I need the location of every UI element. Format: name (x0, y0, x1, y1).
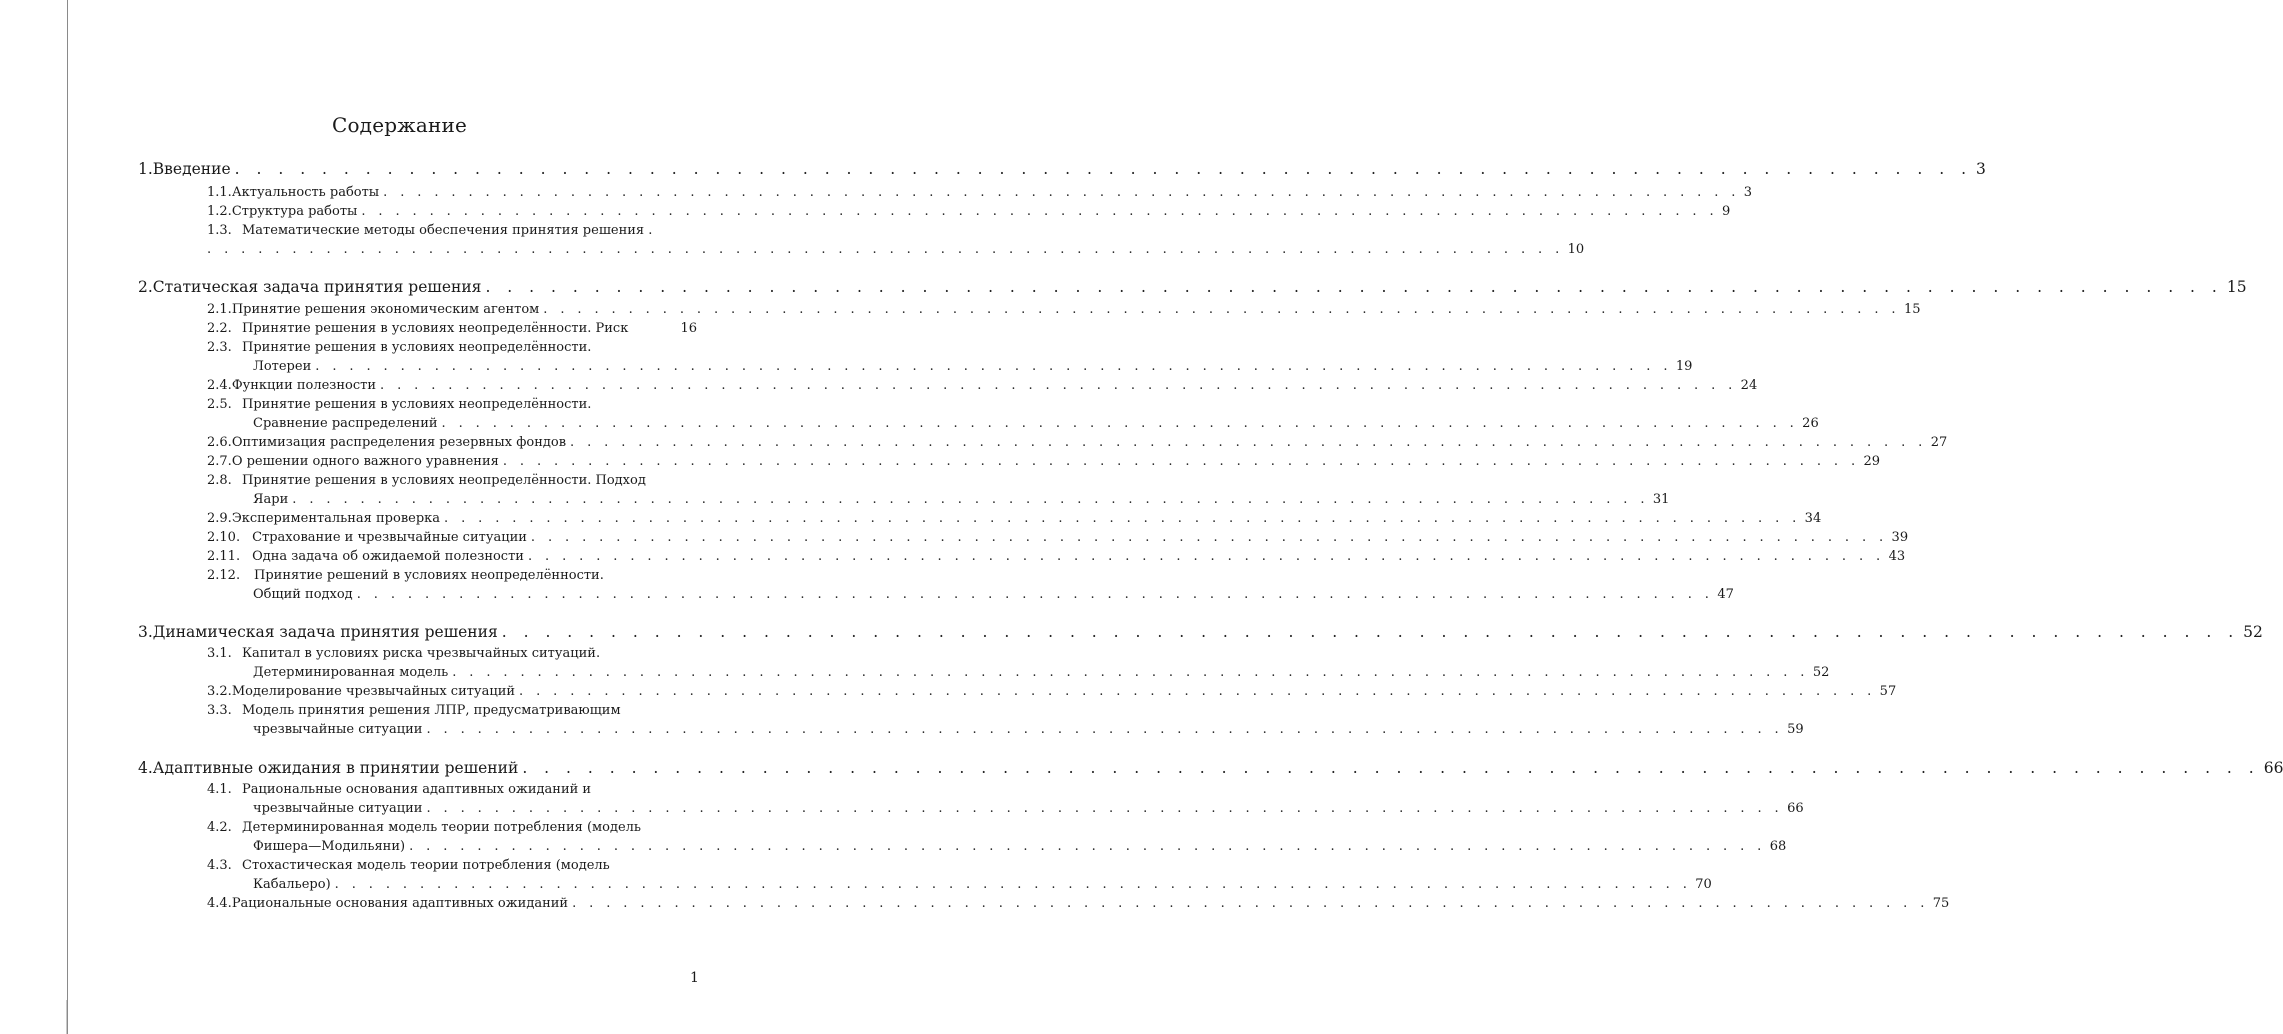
toc-section-1-3[interactable]: 1.3. Математические методы обеспечения принятия решения . (207, 223, 653, 238)
page-number: 52 (2243, 623, 2263, 641)
toc-section-3-2[interactable]: 3.2. Моделирование чрезвычайных ситуаций . . . . . . . . . . . . . . . . . . . . . . . . . . . . . . . . . . . . . . . . . . . . . . . . . . . . . . . . . . . . . . . . . . . . . . . . . . . . . . . . 57 (207, 684, 1897, 699)
page-number: 3 (1976, 160, 1986, 178)
toc-section-4-1[interactable]: 4.1. Рациональные основания адаптивных ожиданий и (207, 782, 592, 797)
toc-section-2-12-cont[interactable]: Общий подход . . . . . . . . . . . . . . . . . . . . . . . . . . . . . . . . . . . . . . . . . . . . . . . . . . . . . . . . . . . . . . . . . . . . . . . . . . . . . . . . 47 (253, 587, 1734, 602)
page-number: 31 (1652, 492, 1670, 507)
leader-dots: . . . . . . . . . . . . . . . . . . . . . . . . . . . . . . . . . . . . . . . . . . . . . . . . . . . . . . . . . . . . . . . . . . . . . . . . . . . . . . . . (543, 302, 1900, 317)
page-number: 27 (1930, 435, 1948, 450)
leader-dots: . . . . . . . . . . . . . . . . . . . . . . . . . . . . . . . . . . . . . . . . . . . . . . . . . . . . . . . . . . . . . . . . . . . . . . . . . . . . . . . . (361, 204, 1718, 219)
page-number: 43 (1888, 549, 1906, 564)
page-number: 15 (2226, 278, 2247, 296)
leader-dots: . . . . . . . . . . . . . . . . . . . . . . . . . . . . . . . . . . . . . . . . . . . . . . . . . . . . . . . . . . . . . . . . . . . . . . . . . . . . . . . . (292, 492, 1649, 507)
page-number: 75 (1932, 896, 1950, 911)
leader-dots: . . . . . . . . . . . . . . . . . . . . . . . . . . . . . . . . . . . . . . . . . . . . . . . . . . . . . . . . . . . . . . . . . . . . . . . . . . . . . . . . (426, 722, 1784, 737)
leader-dots: . . . . . . . . . . . . . . . . . . . . . . . . . . . . . . . . . . . . . . . . . . . . . . . . . . . . . . . . . . . . . . . . . . . . . . . . . . . . . . . . (501, 623, 2240, 641)
leader-dots: . . . . . . . . . . . . . . . . . . . . . . . . . . . . . . . . . . . . . . . . . . . . . . . . . . . . . . . . . . . . . . . . . . . . . . . . . . . . . . . . (409, 839, 1766, 854)
page-edge-mark (66, 1000, 67, 1034)
toc-section-2-7[interactable]: 2.7. О решении одного важного уравнения . . . . . . . . . . . . . . . . . . . . . . . . . . . . . . . . . . . . . . . . . . . . . . . . . . . . . . . . . . . . . . . . . . . . . . . . . . . . . . . . 29 (207, 454, 1881, 469)
leader-dots: . . . . . . . . . . . . . . . . . . . . . . . . . . . . . . . . . . . . . . . . . . . . . . . . . . . . . . . . . . . . . . . . . . . . . . . . . . . . . . . . (234, 160, 1973, 178)
leader-dots: . . . . . . . . . . . . . . . . . . . . . . . . . . . . . . . . . . . . . . . . . . . . . . . . . . . . . . . . . . . . . . . . . . . . . . . . . . . . . . . . (530, 530, 1888, 545)
toc-chapter-2[interactable]: 2. Статическая задача принятия решения . . . . . . . . . . . . . . . . . . . . . . . . . . . . . . . . . . . . . . . . . . . . . . . . . . . . . . . . . . . . . . . . . . . . . . . . . . . . . . . . 15 (138, 278, 2247, 296)
leader-dots: . . . . . . . . . . . . . . . . . . . . . . . . . . . . . . . . . . . . . . . . . . . . . . . . . . . . . . . . . . . . . . . . . . . . . . . . . . . . . . . . (426, 801, 1784, 816)
toc-section-2-2[interactable]: 2.2. Принятие решения в условиях неопределённости. Риск 16 (207, 321, 697, 336)
toc-section-2-5[interactable]: 2.5. Принятие решения в условиях неопределённости. (207, 397, 592, 412)
leader-dots: . . . . . . . . . . . . . . . . . . . . . . . . . . . . . . . . . . . . . . . . . . . . . . . . . . . . . . . . . . . . . . . . . . . . . . . . . . . . . . . . (356, 587, 1714, 602)
page-number: 19 (1675, 359, 1693, 374)
page-number: 15 (1903, 302, 1921, 317)
leader-dots: . . . . . . . . . . . . . . . . . . . . . . . . . . . . . . . . . . . . . . . . . . . . . . . . . . . . . . . . . . . . . . . . . . . . . . . . . . . . . . . . (334, 877, 1692, 892)
toc-section-3-3[interactable]: 3.3. Модель принятия решения ЛПР, предусматривающим (207, 703, 621, 718)
leader-dots: . . . . . . . . . . . . . . . . . . . . . . . . . . . . . . . . . . . . . . . . . . . . . . . . . . . . . . . . . . . . . . . . . . . . . . . . . . . . . . . . (441, 416, 1799, 431)
page-number: 66 (2263, 759, 2283, 777)
leader-dots: . . . . . . . . . . . . . . . . . . . . . . . . . . . . . . . . . . . . . . . . . . . . . . . . . . . . . . . . . . . . . . . . . . . . . . . . . . . . . . . . (444, 511, 1801, 526)
toc-section-2-3[interactable]: 2.3. Принятие решения в условиях неопределённости. (207, 340, 592, 355)
toc-section-1-2[interactable]: 1.2. Структура работы . . . . . . . . . . . . . . . . . . . . . . . . . . . . . . . . . . . . . . . . . . . . . . . . . . . . . . . . . . . . . . . . . . . . . . . . . . . . . . . . 9 (207, 204, 1731, 219)
page-number: 59 (1787, 722, 1804, 737)
page-number: 10 (1567, 242, 1585, 257)
leader-dots: . . . . . . . . . . . . . . . . . . . . . . . . . . . . . . . . . . . . . . . . . . . . . . . . . . . . . . . . . . . . . . . . . . . . . . . . . . . . . . . . (383, 185, 1740, 200)
leader-dots: . . . . . . . . . . . . . . . . . . . . . . . . . . . . . . . . . . . . . . . . . . . . . . . . . . . . . . . . . . . . . . . . . . . . . . . . . . . . . . . . (452, 665, 1809, 680)
leader-dots: . . . . . . . . . . . . . . . . . . . . . . . . . . . . . . . . . . . . . . . . . . . . . . . . . . . . . . . . . . . . . . . . . . . . . . . . . . . . . . . . (207, 242, 1564, 257)
toc-section-2-10[interactable]: 2.10. Страхование и чрезвычайные ситуации . . . . . . . . . . . . . . . . . . . . . . . . . . . . . . . . . . . . . . . . . . . . . . . . . . . . . . . . . . . . . . . . . . . . . . . . . . . . . . . . 39 (207, 530, 1909, 545)
toc-section-2-6[interactable]: 2.6. Оптимизация распределения резервных фондов . . . . . . . . . . . . . . . . . . . . . . . . . . . . . . . . . . . . . . . . . . . . . . . . . . . . . . . . . . . . . . . . . . . . . . . . . . . . . . . . 27 (207, 435, 1948, 450)
page-number: 9 (1722, 204, 1731, 219)
leader-dots: . . . . . . . . . . . . . . . . . . . . . . . . . . . . . . . . . . . . . . . . . . . . . . . . . . . . . . . . . . . . . . . . . . . . . . . . . . . . . . . . (315, 359, 1672, 374)
page-number: 68 (1769, 839, 1787, 854)
page-number: 26 (1802, 416, 1819, 431)
page-number: 24 (1740, 378, 1758, 393)
toc-section-4-2-cont[interactable]: Фишера—Модильяни) . . . . . . . . . . . . . . . . . . . . . . . . . . . . . . . . . . . . . . . . . . . . . . . . . . . . . . . . . . . . . . . . . . . . . . . . . . . . . . . . 68 (253, 839, 1787, 854)
toc-section-2-4[interactable]: 2.4. Функции полезности . . . . . . . . . . . . . . . . . . . . . . . . . . . . . . . . . . . . . . . . . . . . . . . . . . . . . . . . . . . . . . . . . . . . . . . . . . . . . . . . 24 (207, 378, 1758, 393)
leader-dots: . . . . . . . . . . . . . . . . . . . . . . . . . . . . . . . . . . . . . . . . . . . . . . . . . . . . . . . . . . . . . . . . . . . . . . . . . . . . . . . . (527, 549, 1885, 564)
leader-dots: . . . . . . . . . . . . . . . . . . . . . . . . . . . . . . . . . . . . . . . . . . . . . . . . . . . . . . . . . . . . . . . . . . . . . . . . . . . . . . . . (380, 378, 1737, 393)
page-number: 70 (1695, 877, 1712, 892)
page-left-edge (67, 0, 68, 1034)
page-number: 47 (1717, 587, 1734, 602)
page-number: 3 (1743, 185, 1753, 200)
toc-section-3-3-cont[interactable]: чрезвычайные ситуации . . . . . . . . . . . . . . . . . . . . . . . . . . . . . . . . . . . . . . . . . . . . . . . . . . . . . . . . . . . . . . . . . . . . . . . . . . . . . . . . 59 (253, 722, 1804, 737)
toc-section-2-8[interactable]: 2.8. Принятие решения в условиях неопределённости. Подход (207, 473, 646, 488)
toc-section-2-11[interactable]: 2.11. Одна задача об ожидаемой полезности . . . . . . . . . . . . . . . . . . . . . . . . . . . . . . . . . . . . . . . . . . . . . . . . . . . . . . . . . . . . . . . . . . . . . . . . . . . . . . . . 43 (207, 549, 1906, 564)
leader-dots: . . . . . . . . . . . . . . . . . . . . . . . . . . . . . . . . . . . . . . . . . . . . . . . . . . . . . . . . . . . . . . . . . . . . . . . . . . . . . . . . (572, 896, 1929, 911)
toc-chapter-4[interactable]: 4. Адаптивные ожидания в принятии решений . . . . . . . . . . . . . . . . . . . . . . . . . . . . . . . . . . . . . . . . . . . . . . . . . . . . . . . . . . . . . . . . . . . . . . . . . . . . . . . . 66 (138, 759, 2283, 777)
toc-section-4-3-cont[interactable]: Кабальеро) . . . . . . . . . . . . . . . . . . . . . . . . . . . . . . . . . . . . . . . . . . . . . . . . . . . . . . . . . . . . . . . . . . . . . . . . . . . . . . . . 70 (253, 877, 1712, 892)
folio-page-number: 1 (690, 970, 699, 986)
toc-section-2-1[interactable]: 2.1. Принятие решения экономическим агентом . . . . . . . . . . . . . . . . . . . . . . . . . . . . . . . . . . . . . . . . . . . . . . . . . . . . . . . . . . . . . . . . . . . . . . . . . . . . . . . . 15 (207, 302, 1921, 317)
toc-section-4-1-cont[interactable]: чрезвычайные ситуации . . . . . . . . . . . . . . . . . . . . . . . . . . . . . . . . . . . . . . . . . . . . . . . . . . . . . . . . . . . . . . . . . . . . . . . . . . . . . . . . 66 (253, 801, 1804, 816)
leader-dots: . . . . . . . . . . . . . . . . . . . . . . . . . . . . . . . . . . . . . . . . . . . . . . . . . . . . . . . . . . . . . . . . . . . . . . . . . . . . . . . . (485, 278, 2223, 296)
page-title: Содержание (331, 113, 468, 137)
page-number: 39 (1891, 530, 1909, 545)
toc-section-2-8-cont[interactable]: Яари . . . . . . . . . . . . . . . . . . . . . . . . . . . . . . . . . . . . . . . . . . . . . . . . . . . . . . . . . . . . . . . . . . . . . . . . . . . . . . . . 31 (253, 492, 1670, 507)
page-number: 34 (1804, 511, 1822, 526)
toc-section-1-1[interactable]: 1.1. Актуальность работы . . . . . . . . . . . . . . . . . . . . . . . . . . . . . . . . . . . . . . . . . . . . . . . . . . . . . . . . . . . . . . . . . . . . . . . . . . . . . . . . 3 (207, 185, 1753, 200)
toc-section-2-3-cont[interactable]: Лотереи . . . . . . . . . . . . . . . . . . . . . . . . . . . . . . . . . . . . . . . . . . . . . . . . . . . . . . . . . . . . . . . . . . . . . . . . . . . . . . . . 19 (253, 359, 1693, 374)
toc-section-2-12[interactable]: 2.12. Принятие решений в условиях неопределённости. (207, 568, 604, 583)
leader-dots: . . . . . . . . . . . . . . . . . . . . . . . . . . . . . . . . . . . . . . . . . . . . . . . . . . . . . . . . . . . . . . . . . . . . . . . . . . . . . . . . (522, 759, 2260, 777)
page-number: 66 (1787, 801, 1804, 816)
toc-section-2-9[interactable]: 2.9. Экспериментальная проверка . . . . . . . . . . . . . . . . . . . . . . . . . . . . . . . . . . . . . . . . . . . . . . . . . . . . . . . . . . . . . . . . . . . . . . . . . . . . . . . . 34 (207, 511, 1822, 526)
page-number: 52 (1812, 665, 1830, 680)
page-number: 57 (1879, 684, 1897, 699)
toc-section-4-2[interactable]: 4.2. Детерминированная модель теории потребления (модель (207, 820, 641, 835)
page-number: 29 (1863, 454, 1881, 469)
leader-dots: . . . . . . . . . . . . . . . . . . . . . . . . . . . . . . . . . . . . . . . . . . . . . . . . . . . . . . . . . . . . . . . . . . . . . . . . . . . . . . . . (519, 684, 1876, 699)
toc-section-4-3[interactable]: 4.3. Стохастическая модель теории потребления (модель (207, 858, 610, 873)
toc-section-1-3-cont[interactable] (207, 242, 1585, 257)
leader-dots: . . . . . . . . . . . . . . . . . . . . . . . . . . . . . . . . . . . . . . . . . . . . . . . . . . . . . . . . . . . . . . . . . . . . . . . . . . . . . . . . (502, 454, 1860, 469)
toc-chapter-3[interactable]: 3. Динамическая задача принятия решения . . . . . . . . . . . . . . . . . . . . . . . . . . . . . . . . . . . . . . . . . . . . . . . . . . . . . . . . . . . . . . . . . . . . . . . . . . . . . . . . 52 (138, 623, 2263, 641)
toc-section-3-1[interactable]: 3.1. Капитал в условиях риска чрезвычайных ситуаций. (207, 646, 601, 661)
toc-section-4-4[interactable]: 4.4. Рациональные основания адаптивных ожиданий . . . . . . . . . . . . . . . . . . . . . . . . . . . . . . . . . . . . . . . . . . . . . . . . . . . . . . . . . . . . . . . . . . . . . . . . . . . . . . . . 75 (207, 896, 1950, 911)
toc-chapter-1[interactable]: 1. Введение . . . . . . . . . . . . . . . . . . . . . . . . . . . . . . . . . . . . . . . . . . . . . . . . . . . . . . . . . . . . . . . . . . . . . . . . . . . . . . . . 3 (138, 160, 1986, 178)
leader-dots: . . . . . . . . . . . . . . . . . . . . . . . . . . . . . . . . . . . . . . . . . . . . . . . . . . . . . . . . . . . . . . . . . . . . . . . . . . . . . . . . (570, 435, 1927, 450)
toc-section-3-1-cont[interactable]: Детерминированная модель . . . . . . . . . . . . . . . . . . . . . . . . . . . . . . . . . . . . . . . . . . . . . . . . . . . . . . . . . . . . . . . . . . . . . . . . . . . . . . . . 52 (253, 665, 1830, 680)
page-number: 16 (680, 321, 697, 336)
toc-section-2-5-cont[interactable]: Сравнение распределений . . . . . . . . . . . . . . . . . . . . . . . . . . . . . . . . . . . . . . . . . . . . . . . . . . . . . . . . . . . . . . . . . . . . . . . . . . . . . . . . 26 (253, 416, 1819, 431)
